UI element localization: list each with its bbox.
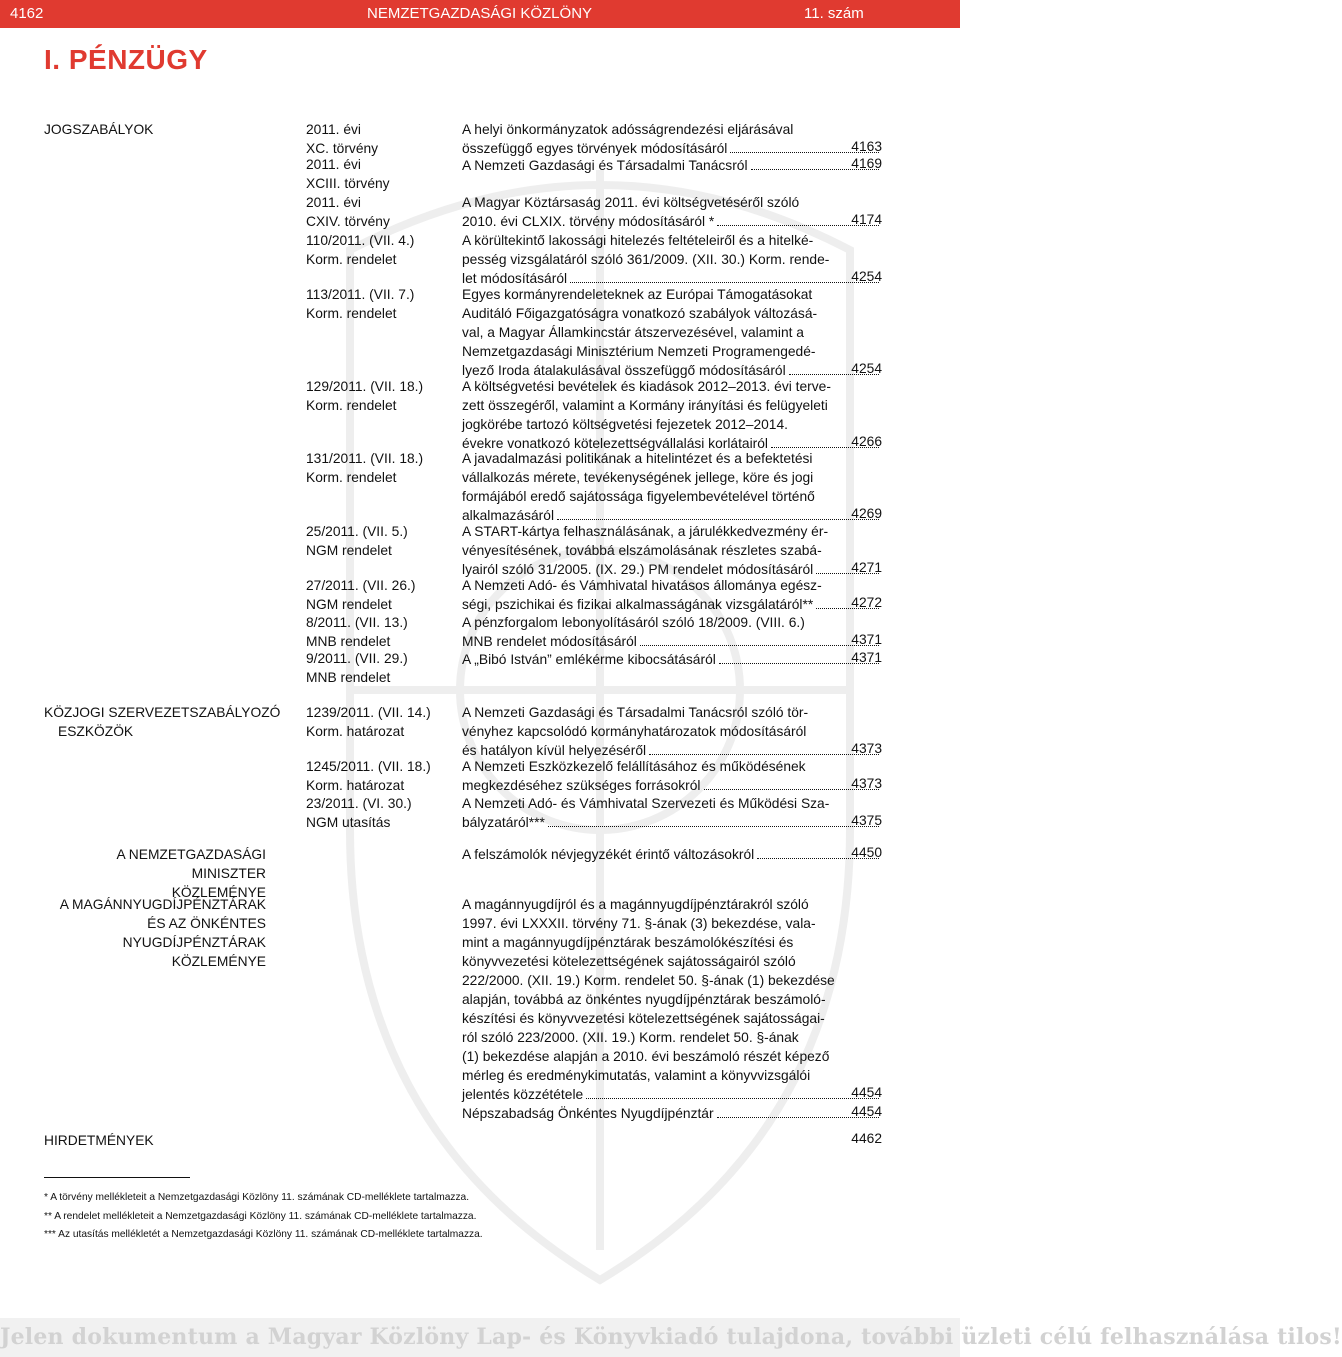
journal-title: NEMZETGAZDASÁGI KÖZLÖNY	[367, 5, 593, 22]
dot-leader	[649, 754, 879, 755]
toc-line: Nemzetgazdasági Minisztérium Nemzeti Programengedé-	[462, 344, 816, 359]
toc-line: zett összegéről, valamint a Kormány irányítási és felügyeleti	[462, 398, 828, 413]
toc-line: A javadalmazási politikának a hitelintézet és a befektetési	[462, 451, 813, 466]
toc-last-line: bályzatáról***	[462, 815, 545, 830]
toc-line: könyvvezetési kötelezettségének sajátosságairól szóló	[462, 954, 796, 969]
ref-line: 27/2011. (VII. 26.)	[306, 578, 416, 593]
toc-line: vállalkozás mérete, tevékenységének jellege, köre és jogi	[462, 470, 814, 485]
ref-entry	[306, 522, 446, 560]
dot-leader	[640, 645, 879, 646]
running-header	[0, 0, 960, 28]
category-jogszabalyok: JOGSZABÁLYOK	[44, 122, 154, 137]
ref-entry	[306, 613, 446, 651]
toc-last-line: A felszámolók névjegyzékét érintő változásokról	[462, 847, 755, 862]
toc-last-line: MNB rendelet módosításáról	[462, 634, 637, 649]
category-kozjogi	[44, 703, 284, 741]
category-line: KÖZLEMÉNYE	[171, 885, 266, 900]
ref-line: 9/2011. (VII. 29.)	[306, 651, 408, 666]
ref-entry	[306, 703, 446, 741]
toc-line: vényhez kapcsolódó kormányhatározatok módosításáról	[462, 724, 807, 739]
category-line: ESZKÖZÖK	[58, 724, 134, 739]
category-line: A NEMZETGAZDASÁGI MINISZTER	[116, 847, 266, 881]
toc-entry[interactable]	[462, 156, 882, 175]
ref-line: 129/2011. (VII. 18.)	[306, 379, 424, 394]
toc-last-line: Népszabadság Önkéntes Nyugdíjpénztár	[462, 1106, 714, 1121]
copyright-watermark: Jelen dokumentum a Magyar Közlöny Lap- és Könyvkiadó tulajdona, további üzleti célú felhasználása tilos!	[0, 1318, 960, 1357]
toc-line: val, a Magyar Államkincstár átszervezésével, valamint a	[462, 325, 804, 340]
toc-page: 4254	[851, 269, 882, 284]
ref-entry	[306, 794, 446, 832]
toc-entry[interactable]	[462, 1104, 882, 1123]
toc-page: 4271	[851, 560, 882, 575]
section-title: I. PÉNZÜGY	[44, 44, 208, 75]
toc-last-line: lyairól szóló 31/2005. (IX. 29.) PM rendelet módosításáról	[462, 562, 814, 577]
toc-entry[interactable]	[462, 449, 882, 525]
ref-line: XCIII. törvény	[306, 176, 390, 191]
footnote: *** Az utasítás mellékletét a Nemzetgazdasági Közlöny 11. számának CD-melléklete tartalmazza.	[44, 1229, 483, 1240]
footnote-divider	[44, 1177, 190, 1178]
ref-entry	[306, 757, 446, 795]
toc-line: A körültekintő lakossági hitelezés feltételeiről és a hitelké-	[462, 233, 814, 248]
ref-line: Korm. rendelet	[306, 398, 397, 413]
toc-page: 4266	[851, 434, 882, 449]
ref-line: 23/2011. (VI. 30.)	[306, 796, 412, 811]
toc-entry[interactable]	[462, 845, 882, 864]
toc-page: 4169	[851, 156, 882, 171]
ref-line: Korm. rendelet	[306, 252, 397, 267]
toc-line: A START-kártya felhasználásának, a járulékkedvezmény ér-	[462, 524, 829, 539]
toc-line: alapján, továbbá az önkéntes nyugdíjpénztárak beszámoló-	[462, 992, 826, 1007]
toc-last-line: évekre vonatkozó kötelezettségvállalási korlátairól	[462, 436, 768, 451]
issue-number: 11. szám	[804, 5, 864, 22]
ref-line: 113/2011. (VII. 7.)	[306, 287, 415, 302]
toc-line: A helyi önkormányzatok adósságrendezési eljárásával	[462, 122, 794, 137]
ref-line: MNB rendelet	[306, 670, 391, 685]
ref-entry	[306, 285, 446, 323]
toc-page: 4373	[851, 741, 882, 756]
dot-leader	[570, 282, 879, 283]
category-hirdetmenyek: HIRDETMÉNYEK	[44, 1133, 154, 1148]
ref-line: CXIV. törvény	[306, 214, 390, 229]
ref-entry	[306, 155, 446, 193]
ref-line: 1239/2011. (VII. 14.)	[306, 705, 431, 720]
toc-page: 4269	[851, 506, 882, 521]
toc-page: 4371	[851, 650, 882, 665]
toc-entry[interactable]	[462, 757, 882, 795]
ref-line: 8/2011. (VII. 13.)	[306, 615, 408, 630]
ref-line: NGM utasítás	[306, 815, 391, 830]
toc-line: Egyes kormányrendeleteknek az Európai Támogatásokat	[462, 287, 813, 302]
toc-line: A Magyar Köztársaság 2011. évi költségvetéséről szóló	[462, 195, 800, 210]
toc-last-line: A „Bibó István” emlékérme kibocsátásáról	[462, 652, 716, 667]
ref-line: XC. törvény	[306, 141, 379, 156]
toc-line: 1997. évi LXXXII. törvény 71. §-ának (3) bekezdése, vala-	[462, 916, 816, 931]
toc-last-line: let módosításáról	[462, 271, 568, 286]
category-maganyugdij	[44, 895, 266, 971]
toc-entry[interactable]	[462, 120, 882, 158]
toc-entry[interactable]	[462, 613, 882, 651]
page-number: 4162	[10, 5, 44, 22]
toc-page: 4373	[851, 776, 882, 791]
ref-entry	[306, 193, 446, 231]
category-line: A MAGÁNNYUGDÍJPÉNZTÁRAK	[59, 897, 266, 912]
toc-last-line: és hatályon kívül helyezéséről	[462, 743, 647, 758]
toc-last-line: összefüggő egyes törvények módosításáról	[462, 141, 728, 156]
ref-line: MNB rendelet	[306, 634, 391, 649]
dot-leader	[557, 519, 879, 520]
toc-line: mint a magánnyugdíjpénztárak beszámolókészítési és	[462, 935, 794, 950]
toc-line: formájából eredő sajátossága figyelembevételével történő	[462, 489, 815, 504]
toc-entry[interactable]	[462, 794, 882, 832]
ref-entry	[306, 120, 446, 158]
toc-entry[interactable]	[462, 231, 882, 288]
toc-line: pesség vizsgálatáról szóló 361/2009. (XII. 30.) Korm. rende-	[462, 252, 830, 267]
toc-line: A magánnyugdíjról és a magánnyugdíjpénztárakról szóló	[462, 897, 809, 912]
ref-entry	[306, 449, 446, 487]
dot-leader	[586, 1098, 879, 1099]
ref-line: 2011. évi	[306, 122, 361, 137]
ref-line: Korm. rendelet	[306, 306, 397, 321]
toc-entry[interactable]	[462, 576, 882, 614]
toc-page: 4163	[851, 139, 882, 154]
ref-line: NGM rendelet	[306, 543, 392, 558]
ref-entry	[306, 377, 446, 415]
toc-page: 4450	[851, 845, 882, 860]
ref-line: NGM rendelet	[306, 597, 392, 612]
toc-entry[interactable]	[462, 650, 882, 669]
toc-last-line: ségi, pszichikai és fizikai alkalmasságának vizsgálatáról**	[462, 597, 814, 612]
category-line: NYUGDÍJPÉNZTÁRAK	[122, 935, 266, 950]
ref-line: 131/2011. (VII. 18.)	[306, 451, 424, 466]
toc-page: 4454	[851, 1085, 882, 1100]
toc-line: A pénzforgalom lebonyolításáról szóló 18/2009. (VIII. 6.)	[462, 615, 805, 630]
toc-last-line: A Nemzeti Gazdasági és Társadalmi Tanácsról	[462, 158, 748, 173]
toc-page: 4254	[851, 361, 882, 376]
toc-line: Auditáló Főigazgatóságra vonatkozó szabályok változásá-	[462, 306, 818, 321]
toc-line: 222/2000. (XII. 19.) Korm. rendelet 50. §-ának (1) bekezdése	[462, 973, 835, 988]
ref-line: 25/2011. (VII. 5.)	[306, 524, 408, 539]
category-line: ÉS AZ ÖNKÉNTES	[147, 916, 266, 931]
toc-line: A Nemzeti Adó- és Vámhivatal Szervezeti és Működési Sza-	[462, 796, 830, 811]
toc-last-line: 2010. évi CLXIX. törvény módosításáról *	[462, 214, 715, 229]
ref-entry	[306, 576, 446, 614]
toc-line: ról szóló 223/2000. (XII. 19.) Korm. rendelet 50. §-ának	[462, 1030, 799, 1045]
toc-page: 4272	[851, 595, 882, 610]
toc-entry[interactable]	[462, 193, 882, 231]
toc-line: jogkörébe tartozó költségvetési fejezetek 2012–2014.	[462, 417, 788, 432]
ref-line: 1245/2011. (VII. 18.)	[306, 759, 431, 774]
toc-line: A költségvetési bevételek és kiadások 2012–2013. évi terve-	[462, 379, 831, 394]
toc-line: mérleg és eredménykimutatás, valamint a könyvvizsgálói	[462, 1068, 811, 1083]
toc-entry[interactable]	[462, 703, 882, 760]
toc-line: vényesítésének, továbbá elszámolásának részletes szabá-	[462, 543, 822, 558]
footnote: ** A rendelet mellékleteit a Nemzetgazdasági Közlöny 11. számának CD-melléklete tartalmazza.	[44, 1211, 477, 1222]
category-line: KÖZLEMÉNYE	[171, 954, 266, 969]
toc-entry[interactable]	[462, 895, 882, 1104]
toc-line: (1) bekezdése alapján a 2010. évi beszámoló részét képező	[462, 1049, 830, 1064]
toc-page: 4454	[851, 1104, 882, 1119]
toc-last-line: alkalmazásáról	[462, 508, 555, 523]
ref-line: 110/2011. (VII. 4.)	[306, 233, 415, 248]
toc-page: 4371	[851, 632, 882, 647]
toc-line: A Nemzeti Adó- és Vámhivatal hivatásos állománya egész-	[462, 578, 822, 593]
ref-entry	[306, 231, 446, 269]
dot-leader	[548, 826, 879, 827]
toc-last-line: megkezdéséhez szükséges forrásokról	[462, 778, 701, 793]
ref-line: Korm. rendelet	[306, 470, 397, 485]
category-miniszter	[44, 845, 266, 902]
footnote: * A törvény mellékleteit a Nemzetgazdasági Közlöny 11. számának CD-melléklete tartalmazza.	[44, 1192, 470, 1203]
ref-line: Korm. határozat	[306, 778, 405, 793]
toc-entry[interactable]	[462, 377, 882, 453]
toc-line: A Nemzeti Gazdasági és Társadalmi Tanácsról szóló tör-	[462, 705, 809, 720]
ref-line: Korm. határozat	[306, 724, 405, 739]
hirdetmenyek-page: 4462	[851, 1131, 882, 1146]
toc-line: A Nemzeti Eszközkezelő felállításához és működésének	[462, 759, 806, 774]
ref-entry	[306, 649, 446, 687]
toc-page: 4375	[851, 813, 882, 828]
toc-entry[interactable]	[462, 522, 882, 579]
toc-entry[interactable]	[462, 285, 882, 380]
ref-line: 2011. évi	[306, 195, 361, 210]
ref-line: 2011. évi	[306, 157, 361, 172]
category-line: KÖZJOGI SZERVEZETSZABÁLYOZÓ	[44, 705, 281, 720]
toc-last-line: lyező Iroda átalakulásával összefüggő módosításáról	[462, 363, 786, 378]
toc-page: 4174	[851, 212, 882, 227]
toc-line: készítési és könyvvezetési kötelezettségének sajátosságai-	[462, 1011, 825, 1026]
toc-last-line: jelentés közzététele	[462, 1087, 584, 1102]
